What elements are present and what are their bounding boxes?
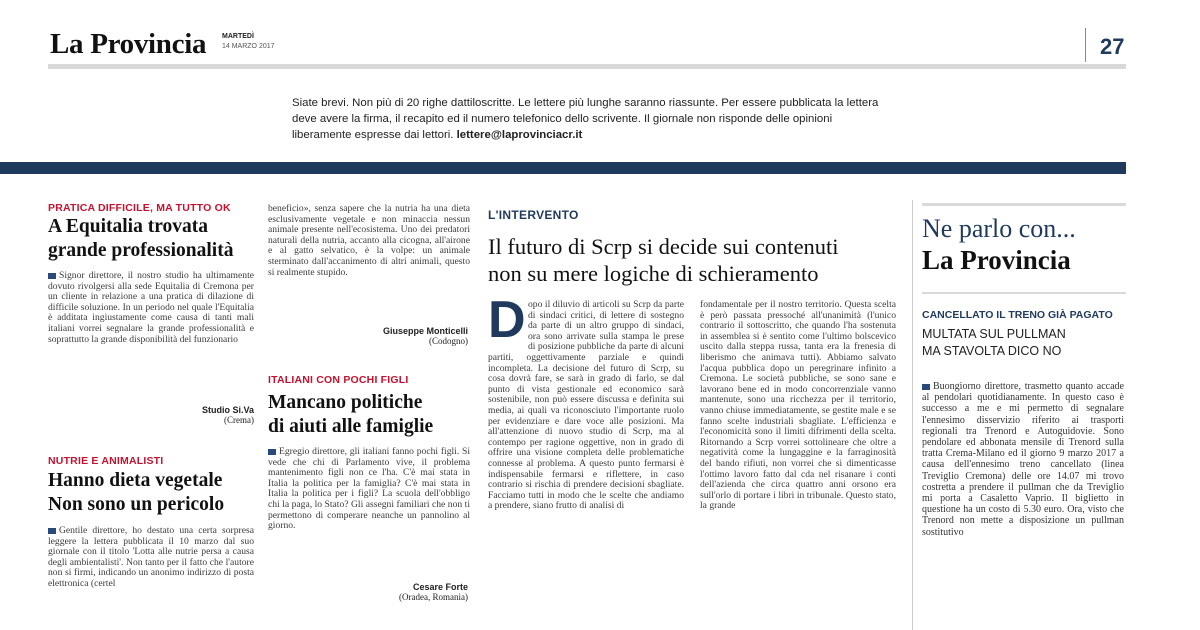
sidebar-mid-rule — [922, 292, 1126, 294]
sidebar-kicker: CANCELLATO IL TRENO GIÀ PAGATO — [922, 309, 1113, 321]
letter3-title-line2: di aiuti alle famiglie — [268, 416, 434, 437]
sidebar-body — [922, 381, 1124, 630]
letter3-kicker: ITALIANI CON POCHI FIGLI — [268, 374, 409, 386]
sidebar-title-line1: Ne parlo con... — [922, 214, 1076, 243]
square-bullet-icon — [48, 273, 56, 279]
letter1-sig-name: Studio Si.Va — [201, 405, 254, 415]
letter2-title-line1: Hanno dieta vegetale — [48, 470, 223, 491]
letter1-title-line1: A Equitalia trovata — [48, 216, 208, 237]
sidebar-subhead-line2: MA STAVOLTA DICO NO — [922, 344, 1062, 358]
intervento-col-a-text: opo il diluvio di articoli su Scrp da parte di sindaci critici, di lettere di sostegno da parte di un altro gruppo di sindaci, ora sono arrivate sulla stampa le prese di posizione pubbliche da parte di alcuni partiti, oggettivamente parziale e quindi incompleta. La decisione del futuro di Scrp, su cosa dovrà fare, se sarà in grado di farlo, se dal punto di vista gestionale ed economico sarà sostenibile, non può essere discussa e definita sui media, ai quali va riconosciuto l'importante ruolo per evidenziare e dare voce alle posizioni. Ma all'attenzione di nuovo studio di Scrp, ma al contempo per ragione oggettive, non in grado di offrire una visione completa delle problematiche connesse al problema. A questo punto fermarsi è indispensabile fermarsi e riflettere, in caso contrario si rischia di prendere decisioni sbagliate. Facciamo tutti in modo che le scelte che andiamo a prendere, siano frutto di analisi di — [488, 300, 684, 512]
letter1-signature — [150, 405, 254, 425]
square-bullet-icon — [922, 384, 930, 390]
notice-email[interactable]: lettere@laprovinciacr.it — [456, 129, 583, 141]
letter1-body-text: Signor direttore, il nostro studio ha ultimamente dovuto rivolgersi alla sede Equitalia di Cremona per un cliente in relazione a una pratica di dilazione di difficile soluzione. In un periodo nel quale l'Equitalia è additata ingiustamente come causa di tanti mali italiani vorrei segnalare la grande professionalità e soprattutto la grande disponibilità del funzionario — [48, 271, 254, 345]
square-bullet-icon — [48, 528, 56, 534]
sidebar-divider — [912, 200, 913, 630]
sidebar-title-line2: La Provincia — [922, 245, 1071, 275]
section-rule — [0, 162, 1126, 174]
letter2-sig-name: Giuseppe Monticelli — [382, 326, 468, 336]
letter2-title-line2: Non sono un pericolo — [48, 494, 225, 515]
page-number: 27 — [1100, 34, 1125, 59]
letter2-sig-place: (Codogno) — [429, 336, 468, 346]
letter3-body — [268, 447, 470, 575]
letter3-sig-name: Cesare Forte — [412, 582, 468, 592]
masthead-logo: La Provincia — [50, 28, 207, 60]
submission-notice — [292, 95, 892, 143]
intervento-kicker: L'INTERVENTO — [488, 208, 579, 222]
header-divider — [1085, 28, 1086, 62]
letter1-title — [48, 215, 263, 263]
sidebar-subhead — [922, 326, 1126, 360]
letter2-body-text: Gentile direttore, ho destato una certa sorpresa leggere la lettera pubblicata il 10 marzo dal suo giornale con il titolo 'Lotta alle nutrie persa a causa degli ambientalisti'. Non tanto per il fatto che l'autore non si firmi, indicando un anonimo indirizzo di posta elettronica (certel — [48, 526, 254, 589]
letter2-title — [48, 469, 263, 517]
letter3-sig-place: (Oradea, Romania) — [399, 592, 468, 602]
letter3-signature — [340, 582, 468, 602]
intervento-title-line2: non su mere logiche di schieramento — [488, 261, 819, 286]
notice-text: Siate brevi. Non più di 20 righe dattiloscritte. Le lettere più lunghe saranno riassunte. Per essere pubblicata la lettera deve avere la firma, il recapito ed il numero telefonico dello scrivente. Il giornale non risponde delle opinioni liberamente espresse dai lettori. — [292, 97, 879, 141]
square-bullet-icon — [268, 449, 276, 455]
intervento-title — [488, 233, 908, 287]
letter3-title — [268, 391, 478, 439]
letter3-body-text: Egregio direttore, gli italiani fanno pochi figli. Si vede che chi di Parlamento vive, il problema mantenimento figli non ce l'ha. C'è mai stata in Italia la politica per la famiglia? C'è mai stata in Italia la politica per i figli? La scuola dell'obbligo chi la paga, lo Stato? Gli assegni familiari che non ti permettono di comperare neanche un pannolino al giorno. — [268, 447, 470, 532]
intervento-title-line1: Il futuro di Scrp si decide sui contenuti — [488, 234, 839, 259]
letter1-title-line2: grande professionalità — [48, 240, 234, 261]
sidebar-body-text: Buongiorno direttore, trasmetto quanto accade al pendolari quotidianamente. In questo caso è successo a me e mi permetto di segnalare l'ennesimo disservizio riferito ai trasporti regionali tra Trenord e Autoguidovie. Sono pendolare ed abbonata mensile di Trenord sulla tratta Crema-Milano ed il giorno 9 marzo 2017 a causa dell'ennesimo treno cancellato (linea Treviglio Cremona) delle ore 14.07 mi trovo costretta a prendere il pullman che da Treviglio mi porta a Casaletto Vaprio. Il biglietto in questione ha un costo di 5.30 euro. Ora, visto che Trenord non mette a disposizione un pullman sostitutivo — [922, 381, 1124, 538]
letter1-body — [48, 271, 254, 389]
letter2-body — [48, 526, 254, 630]
letter2-signature — [340, 326, 468, 346]
header-rule — [48, 64, 1126, 69]
letter2-kicker: NUTRIE E ANIMALISTI — [48, 455, 164, 467]
sidebar-top-rule — [922, 203, 1126, 206]
sidebar-title — [922, 213, 1126, 275]
masthead-date: 14 MARZO 2017 — [222, 43, 275, 50]
intervento-col-b: fondamentale per il nostro territorio. Questa scelta è però passata pressoché all'unanimità (l'unico contrario il sottoscritto, che quando l'ha sostenuta in assemblea si è sentito come l'ultimo bolscevico uscito dalla steppa russa, tanta era la frenesia di liberismo che animava tutti). Abbiamo salvato l'acqua pubblica dopo un peregrinare infinito a Cremona. Le società pubbliche, se sono sane e lavorano bene ed in modo concorrenziale vanno mantenute, sono una ricchezza per il territorio, vanno chiuse immediatamente, se gestite male e se fanno scelte industriali sbagliate. L'efficienza e l'economicità sono il limiti difrimenti della scelta. Ritornando a Scrp vorrei sottolineare che oltre a negatività come la lungaggine e la farraginosità del bando rifiuti, non vorrei che si dimenticasse l'ottimo lavoro fatto dal cda nel risanare i conti dell'azienda che circa quattro anni orsono era sull'orlo di portare i libri in tribunale. Questo stato, la grande — [700, 300, 896, 512]
letter3-title-line1: Mancano politiche — [268, 392, 423, 413]
intervento-dropcap: D — [488, 291, 526, 349]
sidebar-subhead-line1: MULTATA SUL PULLMAN — [922, 327, 1066, 341]
letter1-kicker: PRATICA DIFFICILE, MA TUTTO OK — [48, 202, 231, 214]
intervento-col-a — [488, 300, 684, 630]
masthead-weekday: MARTEDÌ — [222, 33, 254, 40]
letter2-continuation: beneficio», senza sapere che la nutria ha una dieta esclusivamente vegetale e non minaccia nessun animale presente nell'ecosistema. Uno dei predatori naturali della nutria, accanto alla cicogna, all'airone e al gatto selvatico, è la volpe: un animale sterminato dall'accanimento di altri animali, questo si realmente stupido. — [268, 204, 470, 278]
letter1-sig-place: (Crema) — [224, 415, 254, 425]
